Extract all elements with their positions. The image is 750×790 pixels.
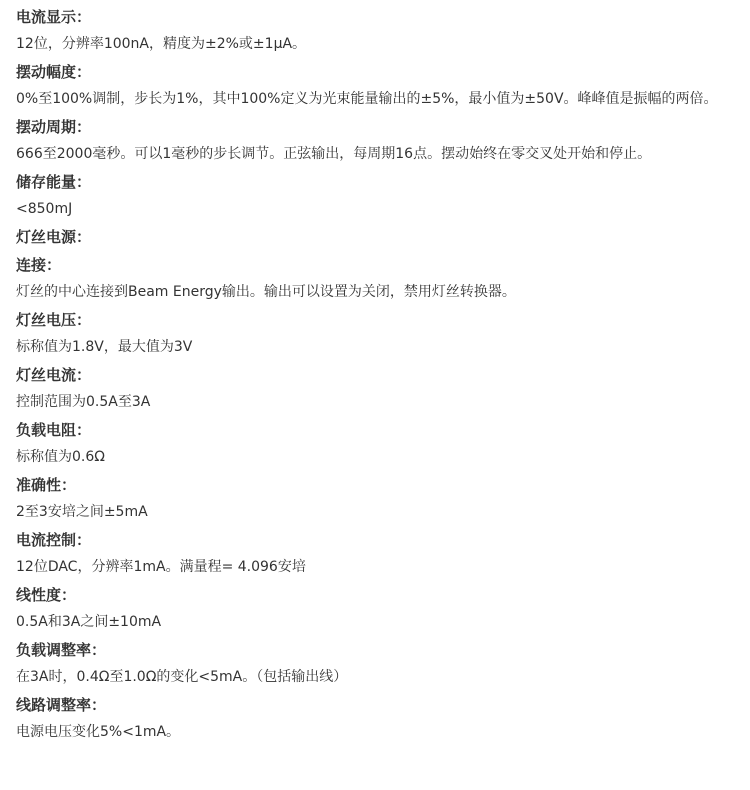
spec-load-regulation: [16, 637, 734, 692]
spec-desc: 标称值为1.8V，最大值为3V: [16, 339, 193, 355]
spec-term: 连接：: [16, 256, 62, 274]
spec-connection: [16, 252, 734, 307]
spec-desc: 12位，分辨率100nA，精度为±2%或±1μA。: [16, 36, 307, 52]
spec-desc: 电源电压变化5%<1mA。: [16, 724, 181, 740]
spec-term: 灯丝电压：: [16, 311, 92, 329]
spec-desc: 灯丝的中心连接到Beam Energy输出。输出可以设置为关闭，禁用灯丝转换器。: [16, 284, 516, 300]
spec-filament-supply: [16, 224, 734, 252]
spec-current-control: [16, 527, 734, 582]
spec-desc: 标称值为0.6Ω: [16, 449, 105, 465]
spec-desc: 0%至100%调制，步长为1%，其中100%定义为光束能量输出的±5%，最小值为±50V。峰峰值是振幅的两倍。: [16, 91, 718, 107]
spec-term: 负载电阻：: [16, 421, 92, 439]
spec-desc: <850mJ: [16, 201, 73, 217]
spec-term: 负载调整率：: [16, 641, 107, 659]
spec-stored-energy: [16, 169, 734, 224]
spec-term: 准确性：: [16, 476, 77, 494]
spec-desc: 在3A时，0.4Ω至1.0Ω的变化<5mA。（包括输出线）: [16, 669, 348, 685]
spec-desc: 666至2000毫秒。可以1毫秒的步长调节。正弦输出，每周期16点。摆动始终在零交叉处开始和停止。: [16, 146, 652, 162]
spec-desc: 12位DAC，分辨率1mA。满量程= 4.096安培: [16, 559, 306, 575]
spec-desc: 控制范围为0.5A至3A: [16, 394, 151, 410]
spec-line-regulation: [16, 692, 734, 747]
spec-linearity: [16, 582, 734, 637]
spec-load-resistance: [16, 417, 734, 472]
spec-term: 线路调整率：: [16, 696, 107, 714]
spec-wobble-amplitude: [16, 59, 734, 114]
spec-term: 灯丝电流：: [16, 366, 92, 384]
spec-term: 电流显示：: [16, 8, 92, 26]
spec-current-display: [16, 4, 734, 59]
spec-wobble-period: [16, 114, 734, 169]
spec-term: 线性度：: [16, 586, 77, 604]
spec-desc: 0.5A和3A之间±10mA: [16, 614, 162, 630]
spec-term: 灯丝电源：: [16, 228, 92, 246]
spec-term: 储存能量：: [16, 173, 92, 191]
spec-desc: 2至3安培之间±5mA: [16, 504, 148, 520]
spec-term: 摆动周期：: [16, 118, 92, 136]
spec-accuracy: [16, 472, 734, 527]
spec-term: 电流控制：: [16, 531, 92, 549]
spec-term: 摆动幅度：: [16, 63, 92, 81]
spec-filament-voltage: [16, 307, 734, 362]
spec-filament-current: [16, 362, 734, 417]
